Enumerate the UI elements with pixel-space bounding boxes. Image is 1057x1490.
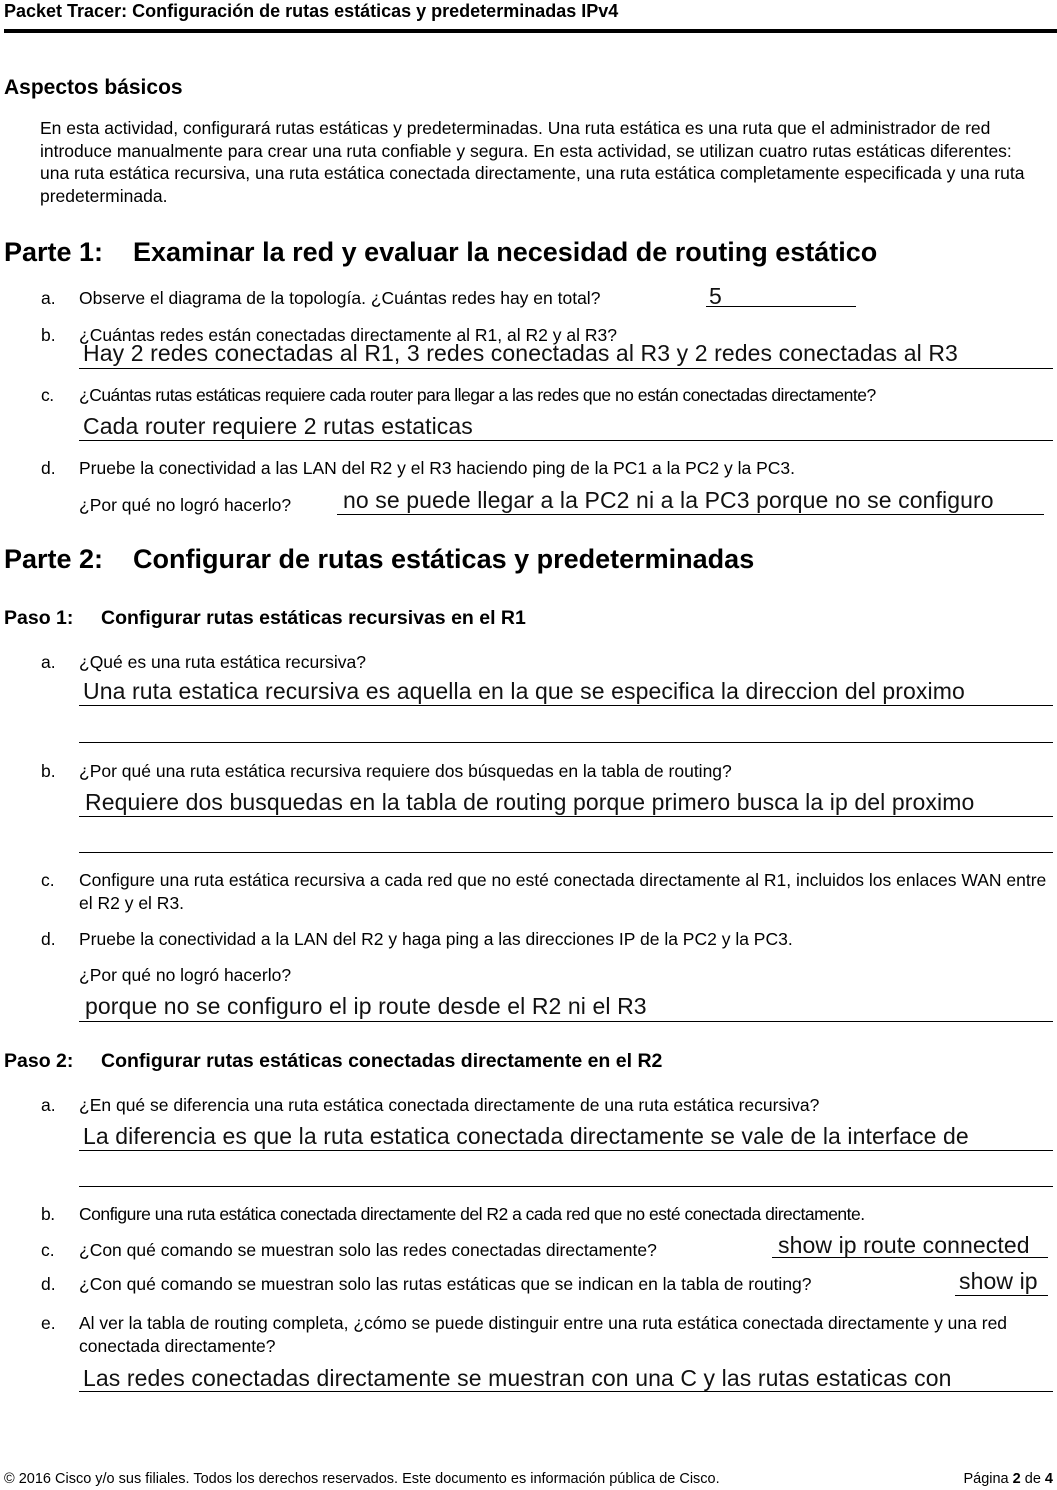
step1-answer-d[interactable]: porque no se configuro el ip route desde el R2 ni el R3 xyxy=(85,993,647,1019)
step1-answer-a[interactable]: Una ruta estatica recursiva es aquella en la que se especifica la direccion del proximo xyxy=(83,678,965,704)
question-letter: a. xyxy=(41,288,56,308)
part1-answer-a[interactable]: 5 xyxy=(709,283,722,309)
page-counter xyxy=(963,1470,1053,1488)
question-text: ¿Cuántas redes están conectadas directamente al R1, al R2 y al R3? xyxy=(79,325,617,345)
page-title: Packet Tracer: Configuración de rutas estáticas y predeterminadas IPv4 xyxy=(4,1,619,21)
question-letter: d. xyxy=(41,929,56,949)
question-text: ¿Qué es una ruta estática recursiva? xyxy=(79,652,366,672)
step2-number: Paso 2: xyxy=(4,1050,74,1072)
answer-line xyxy=(79,440,1053,441)
answer-line xyxy=(79,852,1053,853)
answer-line xyxy=(955,1295,1048,1296)
step1-answer-b[interactable]: Requiere dos busquedas en la tabla de routing porque primero busca la ip del proximo xyxy=(85,789,975,815)
part1-heading xyxy=(4,237,877,268)
part2-title: Configurar de rutas estáticas y predeterminadas xyxy=(133,544,755,574)
part1-answer-d[interactable]: no se puede llegar a la PC2 ni a la PC3 porque no se configuro xyxy=(343,487,994,513)
question-letter: e. xyxy=(41,1313,56,1333)
step1-question-b xyxy=(41,760,1041,784)
step2-title: Configurar rutas estáticas conectadas directamente en el R2 xyxy=(101,1050,663,1072)
step2-answer-c[interactable]: show ip route connected xyxy=(778,1232,1030,1258)
step2-answer-a[interactable]: La diferencia es que la ruta estatica conectada directamente se vale de la interface de xyxy=(83,1123,969,1149)
answer-line xyxy=(79,1186,1053,1187)
step1-question-c xyxy=(41,869,1053,915)
answer-line xyxy=(79,1391,1053,1392)
page-total: 4 xyxy=(1044,1471,1053,1487)
step2-answer-d[interactable]: show ip xyxy=(959,1268,1038,1294)
step2-question-d xyxy=(41,1273,1041,1297)
part1-number: Parte 1: xyxy=(4,237,104,267)
question-text: ¿Cuántas rutas estáticas requiere cada router para llegar a las redes que no están conectadas directamente? xyxy=(79,385,876,405)
part1-question-c xyxy=(41,384,1051,408)
part1-question-d-followup: ¿Por qué no logró hacerlo? xyxy=(79,495,292,515)
part2-number: Parte 2: xyxy=(4,544,104,574)
answer-line xyxy=(337,514,1044,515)
basics-text: En esta actividad, configurará rutas estáticas y predeterminadas. Una ruta estática es una ruta que el administrador de red introduce manualmente para crear una ruta confiable y segura. En esta actividad, se utilizan cuatro rutas estáticas diferentes: una ruta estática recursiva, una ruta estática conectada directamente, una ruta estática completamente especificada y una ruta predeterminada. xyxy=(40,118,1025,206)
question-text: Pruebe la conectividad a la LAN del R2 y haga ping a las direcciones IP de la PC2 y la PC3. xyxy=(79,929,793,949)
question-letter: a. xyxy=(41,652,56,672)
question-text: Observe el diagrama de la topología. ¿Cuántas redes hay en total? xyxy=(79,288,601,308)
answer-line xyxy=(79,816,1053,817)
question-text: ¿En qué se diferencia una ruta estática conectada directamente de una ruta estática recursiva? xyxy=(79,1095,820,1115)
step2-question-a xyxy=(41,1094,1041,1118)
question-text: ¿Con qué comando se muestran solo las rutas estáticas que se indican en la tabla de routing? xyxy=(79,1274,812,1294)
basics-heading: Aspectos básicos xyxy=(4,76,183,99)
step1-title: Configurar rutas estáticas recursivas en el R1 xyxy=(101,607,526,629)
step2-answer-e[interactable]: Las redes conectadas directamente se muestran con una C y las rutas estaticas con xyxy=(83,1365,952,1391)
step2-question-b xyxy=(41,1203,1053,1227)
question-text: ¿Por qué una ruta estática recursiva requiere dos búsquedas en la tabla de routing? xyxy=(79,761,732,781)
part1-answer-b[interactable]: Hay 2 redes conectadas al R1, 3 redes conectadas al R3 y 2 redes conectadas al R3 xyxy=(83,340,958,366)
step2-heading xyxy=(4,1050,662,1073)
step1-question-d xyxy=(41,928,1041,952)
question-letter: b. xyxy=(41,1204,55,1224)
step1-number: Paso 1: xyxy=(4,607,74,629)
answer-line xyxy=(79,705,1053,706)
step2-question-e xyxy=(41,1312,1053,1358)
question-letter: c. xyxy=(41,385,54,405)
question-text: Al ver la tabla de routing completa, ¿cómo se puede distinguir entre una ruta estática conectada directamente y una red conectada directamente? xyxy=(79,1313,1008,1356)
question-text: Pruebe la conectividad a las LAN del R2 y el R3 haciendo ping de la PC1 a la PC2 y la PC3. xyxy=(79,458,795,478)
question-text: ¿Con qué comando se muestran solo las redes conectadas directamente? xyxy=(79,1240,657,1260)
question-letter: c. xyxy=(41,1240,55,1260)
answer-line xyxy=(706,306,856,307)
question-letter: a. xyxy=(41,1095,56,1115)
part2-heading xyxy=(4,544,754,575)
question-letter: b. xyxy=(41,325,56,345)
page-header xyxy=(4,0,1057,33)
question-letter: c. xyxy=(41,870,55,890)
page-label: Página xyxy=(963,1471,1009,1487)
question-text: Configure una ruta estática conectada directamente del R2 a cada red que no esté conectada directamente. xyxy=(79,1204,865,1224)
question-letter: d. xyxy=(41,1274,56,1294)
question-letter: b. xyxy=(41,761,56,781)
part1-question-a xyxy=(41,287,1041,311)
answer-line xyxy=(79,742,1053,743)
question-letter: d. xyxy=(41,458,56,478)
answer-line xyxy=(79,1150,1053,1151)
question-text: Configure una ruta estática recursiva a cada red que no esté conectada directamente al R1, incluidos los enlaces WAN entre el R2 y el R3. xyxy=(79,870,1047,913)
part1-answer-c[interactable]: Cada router requiere 2 rutas estaticas xyxy=(83,413,473,439)
step1-heading xyxy=(4,607,526,630)
page-separator: de xyxy=(1024,1471,1041,1487)
part1-question-d xyxy=(41,457,1041,481)
part1-title: Examinar la red y evaluar la necesidad de routing estático xyxy=(133,237,878,267)
answer-line xyxy=(79,368,1053,369)
copyright-notice: © 2016 Cisco y/o sus filiales. Todos los derechos reservados. Este documento es información pública de Cisco. xyxy=(4,1471,720,1487)
step1-question-a xyxy=(41,651,1041,675)
page-current: 2 xyxy=(1012,1471,1021,1487)
step1-question-d-followup: ¿Por qué no logró hacerlo? xyxy=(79,965,292,985)
answer-line xyxy=(79,1021,1053,1022)
